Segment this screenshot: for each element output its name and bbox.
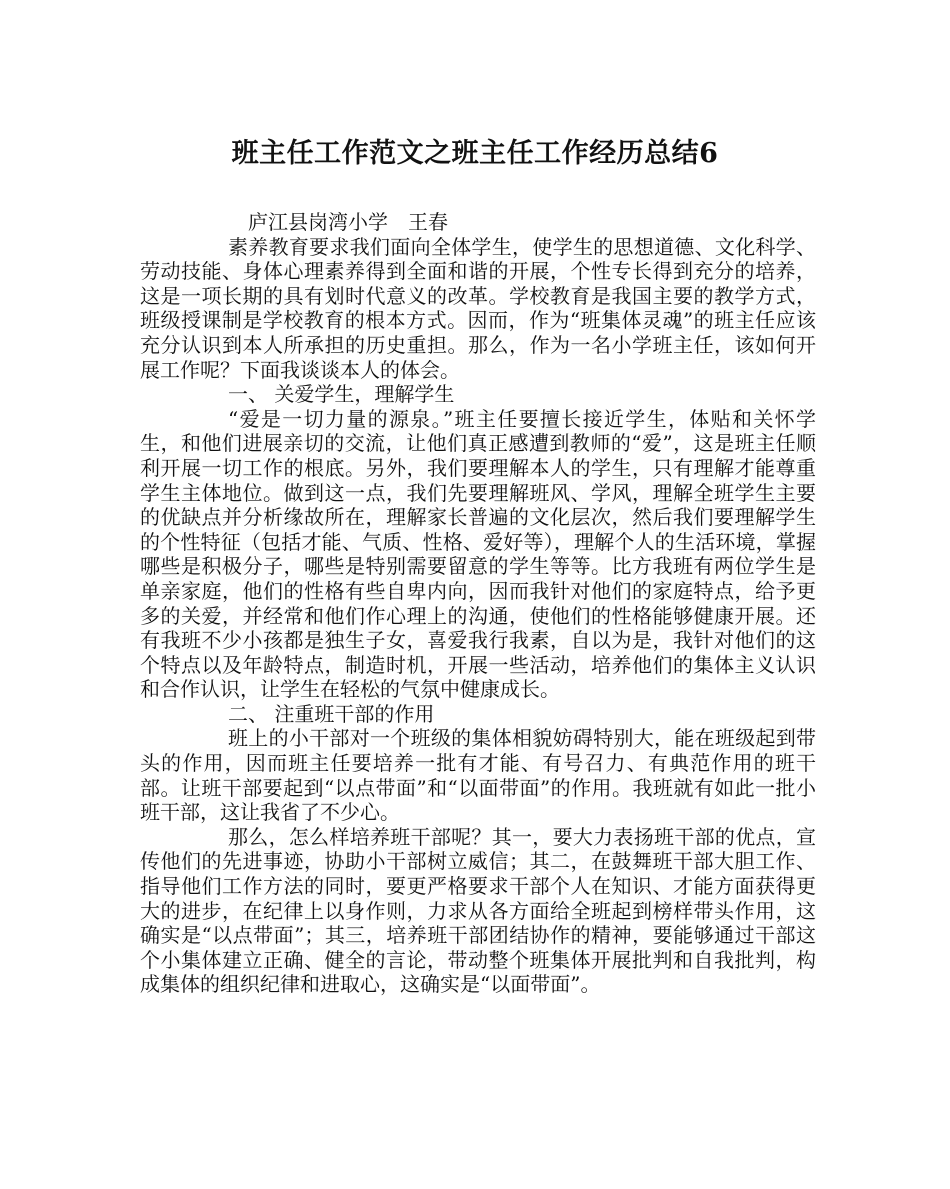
paragraph-section-2b: 那么，怎么样培养班干部呢？其一，要大力表扬班干部的优点，宣传他们的先进事迹，协助小干部树立威信；其二，在鼓舞班干部大胆工作、指导他们工作方法的同时，要更严格要求干部个人在知识、才能方面获得更大的进步，在纪律上以身作则，力求从各方面给全班起到榜样带头作用，这确实是“以点带面”；其三，培养班干部团结协作的精神，要能够通过干部这个小集体建立正确、健全的言论，带动整个班集体开展批判和自我批判，构成集体的组织纪律和进取心，这确实是“以面带面”。 (140, 824, 816, 997)
paragraph-section-2a: 班上的小干部对一个班级的集体相貌妨碍特别大，能在班级起到带头的作用，因而班主任要培养一批有才能、有号召力、有典范作用的班干部。让班干部要起到“以点带面”和“以面带面”的作用。我班就有如此一批小班干部，这让我省了不少心。 (140, 726, 816, 825)
section-heading-1: 一、 关爱学生，理解学生 (228, 382, 455, 407)
author-line: 庐江县岗湾小学 王春 (248, 210, 448, 234)
document-body (140, 210, 816, 997)
paragraph-section-1: “爱是一切力量的源泉。”班主任要擅长接近学生，体贴和关怀学生，和他们进展亲切的交流，让他们真正感遭到教师的“爱”，这是班主任顺利开展一切工作的根底。另外，我们要理解本人的学生，只有理解才能尊重学生主体地位。做到这一点，我们先要理解班风、学风，理解全班学生主要的优缺点并分析缘故所在，理解家长普遍的文化层次，然后我们要理解学生的个性特征（包括才能、气质、性格、爱好等），理解个人的生活环境，掌握哪些是积极分子，哪些是特别需要留意的学生等等。比方我班有两位学生是单亲家庭，他们的性格有些自卑内向，因而我针对他们的家庭特点，给予更多的关爱，并经常和他们作心理上的沟通，使他们的性格能够健康开展。还有我班不少小孩都是独生子女，喜爱我行我素，自以为是，我针对他们的这个特点以及年龄特点，制造时机，开展一些活动，培养他们的集体主义认识和合作认识，让学生在轻松的气氛中健康成长。 (140, 406, 816, 702)
paragraph-intro: 素养教育要求我们面向全体学生，使学生的思想道德、文化科学、劳动技能、身体心理素养得到全面和谐的开展，个性专长得到充分的培养，这是一项长期的具有划时代意义的改革。学校教育是我国主要的教学方式，班级授课制是学校教育的根本方式。因而，作为“班集体灵魂”的班主任应该充分认识到本人所承担的历史重担。那么，作为一名小学班主任，该如何开展工作呢？下面我谈谈本人的体会。 (140, 234, 816, 382)
document-title: 班主任工作范文之班主任工作经历总结6 (231, 138, 719, 169)
section-heading-2: 二、 注重班干部的作用 (228, 701, 435, 726)
